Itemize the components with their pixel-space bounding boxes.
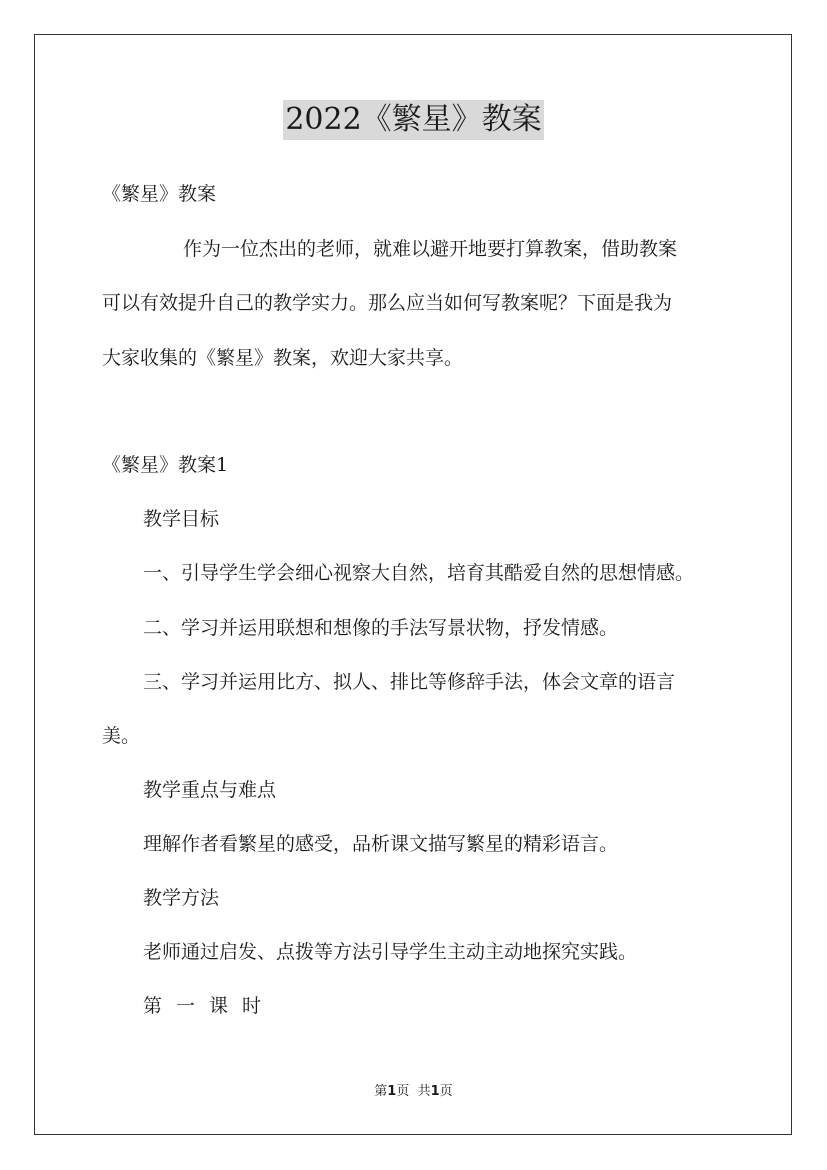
paragraph-line: 美。 (102, 725, 141, 747)
subheading: 教学重点与难点 (143, 779, 277, 801)
total-pages: 1 (430, 1084, 440, 1099)
total-prefix: 共 (417, 1084, 431, 1099)
subheading: 教学方法 (143, 887, 220, 909)
total-suffix: 页 (439, 1084, 453, 1099)
lesson-heading: 第一课时 (143, 995, 276, 1017)
section-heading: 《繁星》教案 (102, 183, 217, 205)
paragraph-line: 理解作者看繁星的感受，品析课文描写繁星的精彩语言。 (143, 833, 619, 855)
paragraph-line: 作为一位杰出的老师，就难以避开地要打算教案，借助教案 (183, 238, 678, 260)
page-number: 1 (387, 1084, 397, 1099)
paragraph-line: 二、学习并运用联想和想像的手法写景状物，抒发情感。 (143, 617, 619, 639)
page-prefix: 第 (374, 1084, 388, 1099)
page-footer (0, 1083, 827, 1101)
document-title: 2022《繁星》教案 (283, 100, 543, 140)
paragraph-line: 老师通过启发、点拨等方法引导学生主动主动地探究实践。 (143, 941, 638, 963)
paragraph-line: 三、学习并运用比方、拟人、排比等修辞手法，体会文章的语言 (143, 671, 676, 693)
paragraph-line: 大家收集的《繁星》教案，欢迎大家共享。 (102, 347, 464, 369)
page-suffix: 页 (396, 1084, 410, 1099)
paragraph-line: 一、引导学生学会细心视察大自然，培育其酷爱自然的思想情感。 (143, 562, 695, 584)
section-heading: 《繁星》教案1 (102, 454, 229, 476)
paragraph-line: 可以有效提升自己的教学实力。那么应当如何写教案呢？下面是我为 (102, 292, 673, 314)
title-container (0, 100, 827, 140)
subheading: 教学目标 (143, 508, 220, 530)
